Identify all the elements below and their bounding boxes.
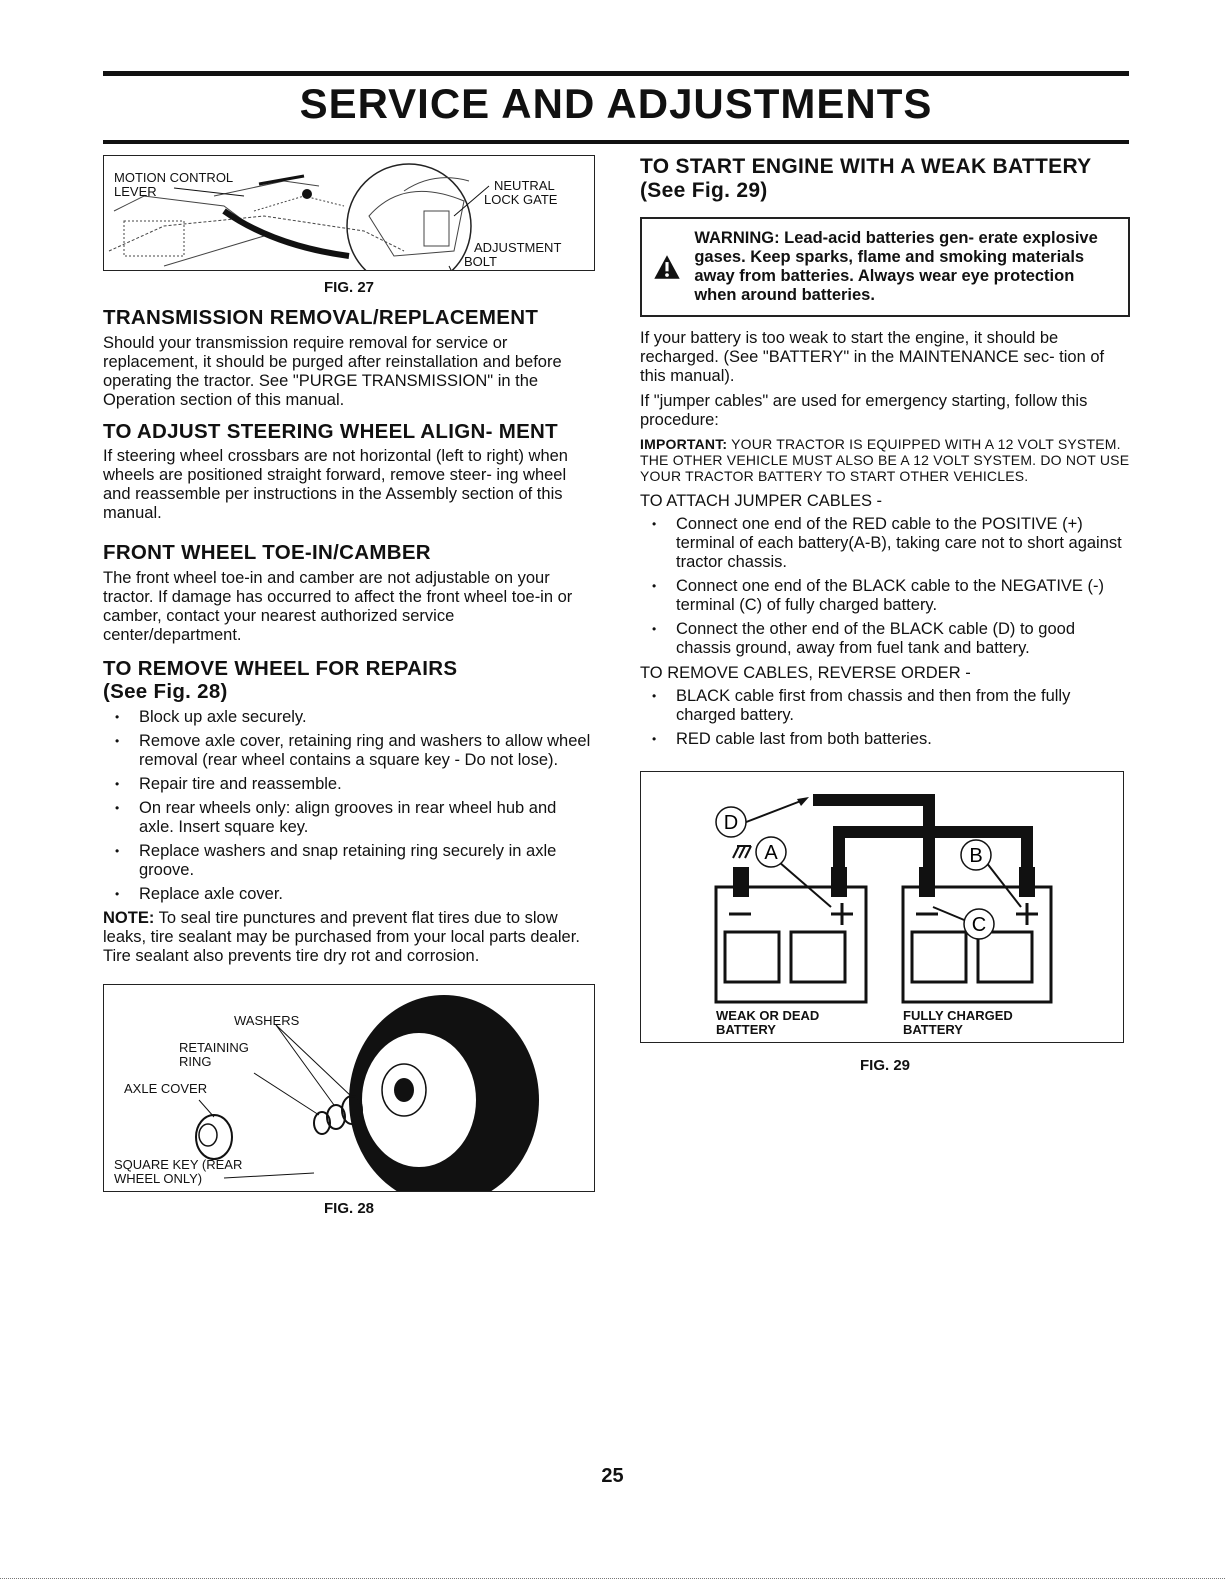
toein-heading: FRONT WHEEL TOE-IN/CAMBER (103, 541, 431, 565)
figure-28 (103, 984, 595, 1192)
fig28-label-axle-cover: AXLE COVER (124, 1080, 208, 1096)
steering-body: If steering wheel crossbars are not horizontal (left to right) when wheels are positioned straight forward, remove steer- ing wheel and reassemble per instructions in the Assembly section of this manual. (103, 447, 568, 523)
left-column (103, 155, 595, 1227)
list-item: • On rear wheels only: align grooves in rear wheel hub and axle. Insert square key. (103, 799, 595, 837)
transmission-heading: TRANSMISSION REMOVAL/REPLACEMENT (103, 306, 539, 329)
fig28-label-wheel-only: WHEEL ONLY) (114, 1170, 203, 1186)
figure-29-caption: FIG. 29 (859, 1057, 911, 1075)
steering-heading: TO ADJUST STEERING WHEEL ALIGN- MENT (103, 419, 558, 443)
fig29-label-a: A (764, 842, 778, 865)
fig28-label-square-key: SQUARE KEY (REAR (114, 1156, 243, 1172)
list-item: • RED cable last from both batteries. (640, 730, 1130, 749)
fig28-label-ring: RING (179, 1053, 212, 1069)
remove-wheel-steps (103, 708, 595, 904)
fig27-label-adjustment: ADJUSTMENT (474, 240, 562, 255)
remove-steps (640, 687, 1130, 749)
page-number: 25 (601, 1465, 624, 1487)
figure-27 (103, 155, 595, 271)
important-note (640, 436, 1130, 484)
fig27-label-motion-control: MOTION CONTROL (114, 170, 234, 185)
weak-battery-p2: If "jumper cables" are used for emergency starting, follow this procedure: (640, 392, 1088, 430)
note-label: NOTE: (103, 908, 155, 927)
important-text: YOUR TRACTOR IS EQUIPPED WITH A 12 VOLT SYSTEM. THE OTHER VEHICLE MUST ALSO BE A 12 VOLT SYSTEM. DO NOT USE YOUR TRACTOR BATTERY TO START OTHER VEHICLES. (640, 436, 1130, 485)
fig29-label-full-line2: BATTERY (903, 1022, 963, 1038)
list-item: • Connect one end of the RED cable to the POSITIVE (+) terminal of each battery(A-B), taking care not to short against tractor chassis. (640, 515, 1130, 572)
fig29-label-c: C (971, 914, 987, 937)
right-column (640, 155, 1130, 1084)
warning-box (640, 217, 1130, 317)
fig29-label-b: B (969, 845, 983, 868)
list-item: • Connect one end of the BLACK cable to the NEGATIVE (-) terminal (C) of fully charged battery. (640, 577, 1130, 615)
fig27-label-neutral: NEUTRAL (494, 178, 555, 193)
tire-sealant-note (103, 909, 595, 966)
list-item: • Block up axle securely. (103, 708, 595, 727)
list-item: • Replace axle cover. (103, 885, 595, 904)
transmission-body: Should your transmission require removal for service or replacement, it should be purged after reinstallation and before operating the tractor. See "PURGE TRANSMISSION" in the Operation section of this manual. (103, 333, 562, 409)
warning-text: WARNING: Lead-acid batteries gen- erate explosive gases. Keep sparks, flame and smoking materials away from batteries. Always wear eye protection when around batteries. (694, 229, 1098, 305)
figure-28-caption: FIG. 28 (323, 1199, 375, 1217)
figure-27-caption: FIG. 27 (323, 279, 375, 296)
jumper-cable-diagram (641, 772, 1123, 1042)
toein-body: The front wheel toe-in and camber are not adjustable on your tractor. If damage has occurred to affect the front wheel toe-in or camber, contact your nearest authorized service center/department. (103, 568, 573, 644)
remove-wheel-heading: TO REMOVE WHEEL FOR REPAIRS (103, 656, 458, 680)
weak-battery-heading: TO START ENGINE WITH A WEAK BATTERY (640, 155, 1092, 178)
fig29-label-weak-line2: BATTERY (716, 1022, 776, 1038)
fig29-label-d: D (723, 812, 739, 835)
scan-edge (0, 1578, 1225, 1580)
title-rule (103, 140, 1129, 144)
remove-title: TO REMOVE CABLES, REVERSE ORDER - (640, 664, 971, 683)
note-text: To seal tire punctures and prevent flat tires due to slow leaks, tire sealant may be purchased from your local parts dealer. Tire sealant also prevents tire dry rot and corrosion. (103, 908, 580, 965)
warning-triangle-icon (654, 227, 680, 307)
wheel-removal-illustration (104, 985, 588, 1191)
weak-battery-subheading: (See Fig. 29) (640, 179, 768, 203)
page-title: SERVICE AND ADJUSTMENTS (299, 80, 933, 127)
figure-29 (640, 771, 1124, 1043)
remove-wheel-subheading: (See Fig. 28) (103, 680, 228, 704)
fig29-label-full-line1: FULLY CHARGED (903, 1008, 1013, 1024)
fig28-label-washers: WASHERS (234, 1012, 300, 1028)
motion-control-illustration (104, 156, 593, 270)
fig27-label-bolt: BOLT (464, 254, 497, 269)
attach-steps (640, 515, 1130, 658)
attach-title: TO ATTACH JUMPER CABLES - (640, 492, 883, 511)
fig27-label-lever: LEVER (114, 184, 157, 199)
list-item: • BLACK cable first from chassis and then from the fully charged battery. (640, 687, 1130, 725)
fig27-label-lock-gate: LOCK GATE (484, 192, 558, 207)
list-item: • Replace washers and snap retaining ring securely in axle groove. (103, 842, 595, 880)
important-label: IMPORTANT: (640, 436, 728, 453)
list-item: • Remove axle cover, retaining ring and washers to allow wheel removal (rear wheel contains a square key - Do not lose). (103, 732, 595, 770)
top-rule (103, 71, 1129, 76)
list-item: • Repair tire and reassemble. (103, 775, 595, 794)
fig28-label-retaining: RETAINING (179, 1039, 249, 1055)
weak-battery-p1: If your battery is too weak to start the engine, it should be recharged. (See "BATTERY" in the MAINTENANCE sec- tion of this manual). (640, 329, 1105, 386)
fig29-label-weak-line1: WEAK OR DEAD (716, 1008, 820, 1024)
list-item: • Connect the other end of the BLACK cable (D) to good chassis ground, away from fuel tank and battery. (640, 620, 1130, 658)
